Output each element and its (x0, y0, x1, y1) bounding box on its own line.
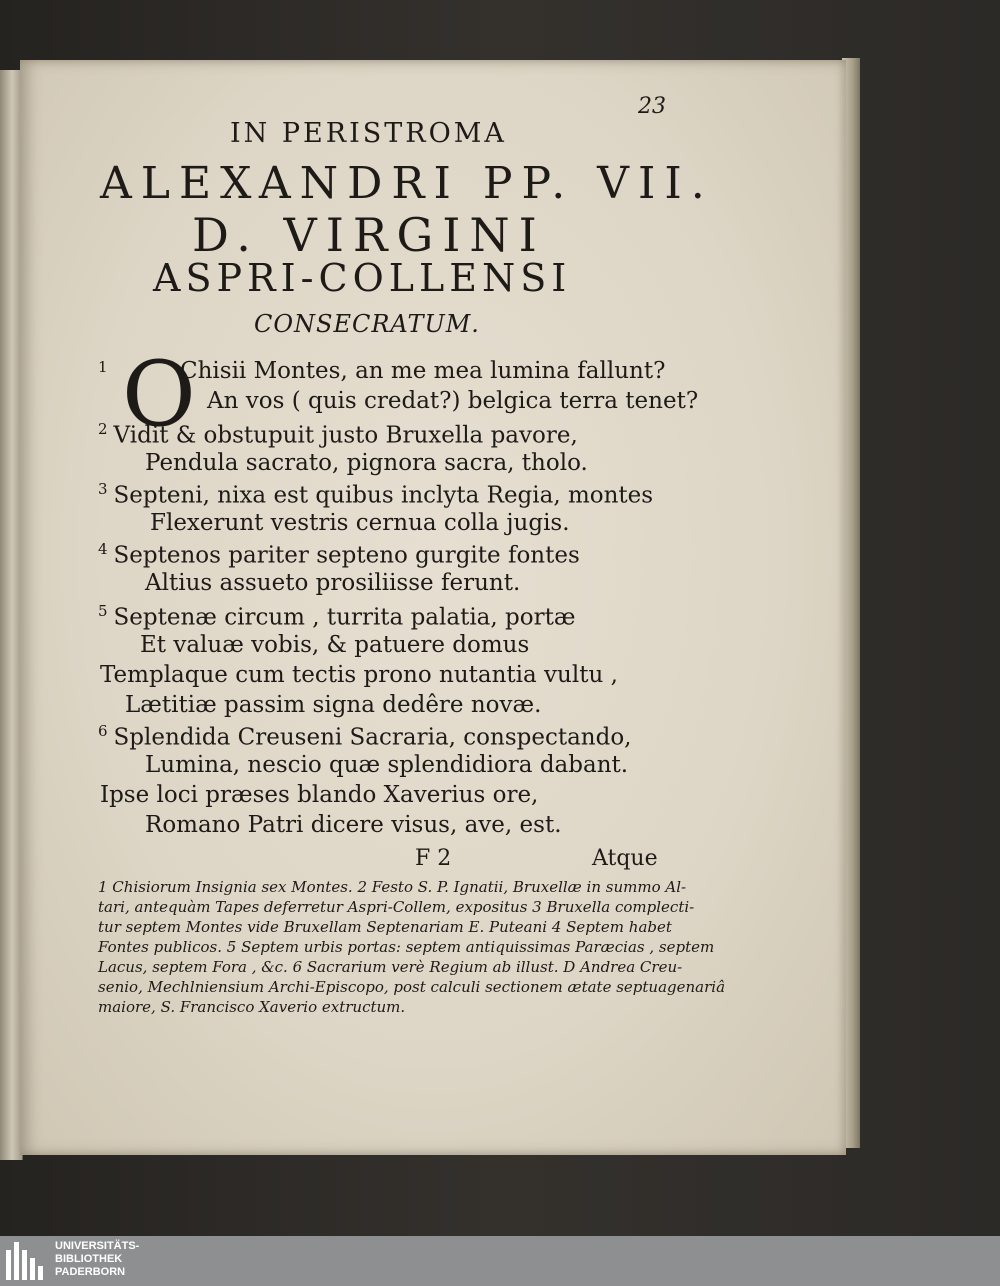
title-line-5: CONSECRATUM. (254, 310, 480, 338)
title-line-2: ALEXANDRI PP. VII. (100, 158, 714, 209)
library-logo-icon (6, 1242, 46, 1280)
footnote-line: tari, antequàm Tapes deferretur Aspri-Collem, expositus 3 Bruxella complecti- (98, 898, 695, 916)
verse-line: An vos ( quis credat?) belgica terra tenet? (207, 388, 699, 414)
verse-line: Chisii Montes, an me mea lumina fallunt? (180, 358, 666, 384)
verse-line: $^3$ Septeni, nixa est quibus inclyta Regia, montes (98, 480, 654, 509)
footnote-line: 1 Chisiorum Insignia sex Montes. 2 Festo S. P. Ignatii, Bruxellæ in summo Al- (98, 878, 687, 896)
footnote-line: senio, Mechlniensium Archi-Episcopo, post calculi sectionem ætate septuagenariâ (98, 978, 726, 996)
verse-line: $^2$ Vidit & obstupuit justo Bruxella pavore, (98, 420, 578, 449)
drop-cap: O (122, 342, 196, 447)
library-name: UNIVERSITÄTS- BIBLIOTHEK PADERBORN (55, 1240, 140, 1278)
signature-mark: F 2 (415, 846, 452, 871)
footnote-line: maiore, S. Francisco Xaverio extructum. (98, 998, 406, 1016)
verse-line: $^5$ Septenæ circum , turrita palatia, portæ (98, 602, 576, 631)
library-footer (0, 1236, 1000, 1286)
title-line-3: D. VIRGINI (192, 208, 546, 262)
verse-line: Romano Patri dicere visus, ave, est. (145, 812, 562, 838)
verse-line: Altius assueto prosiliisse ferunt. (145, 570, 521, 596)
footnote-line: Lacus, septem Fora , &c. 6 Sacrarium verè Regium ab illust. D Andrea Creu- (98, 958, 683, 976)
catchword: Atque (592, 846, 658, 871)
verse-line: Templaque cum tectis prono nutantia vultu , (100, 662, 618, 688)
verse-line: Lætitiæ passim signa dedêre novæ. (125, 692, 542, 718)
verse-line: Pendula sacrato, pignora sacra, tholo. (145, 450, 588, 476)
verse-line: $^6$ Splendida Creuseni Sacraria, conspectando, (98, 722, 632, 751)
book-page (20, 60, 846, 1155)
footnote-line: tur septem Montes vide Bruxellam Septenariam E. Puteani 4 Septem habet (98, 918, 672, 936)
verse-line: Ipse loci præses blando Xaverius ore, (100, 782, 539, 808)
title-line-1: IN PERISTROMA (230, 118, 507, 149)
title-line-4: ASPRI-COLLENSI (153, 256, 572, 300)
verse-line: Et valuæ vobis, & patuere domus (140, 632, 530, 658)
verse-line: $^4$ Septenos pariter septeno gurgite fontes (98, 540, 580, 569)
footnote-line: Fontes publicos. 5 Septem urbis portas: septem antiquissimas Paræcias , septem (98, 938, 715, 956)
verse-line: Lumina, nescio quæ splendidiora dabant. (145, 752, 629, 778)
page-number: 23 (638, 94, 666, 119)
verse-line: 1 (98, 358, 108, 376)
verse-line: Flexerunt vestris cernua colla jugis. (150, 510, 570, 536)
